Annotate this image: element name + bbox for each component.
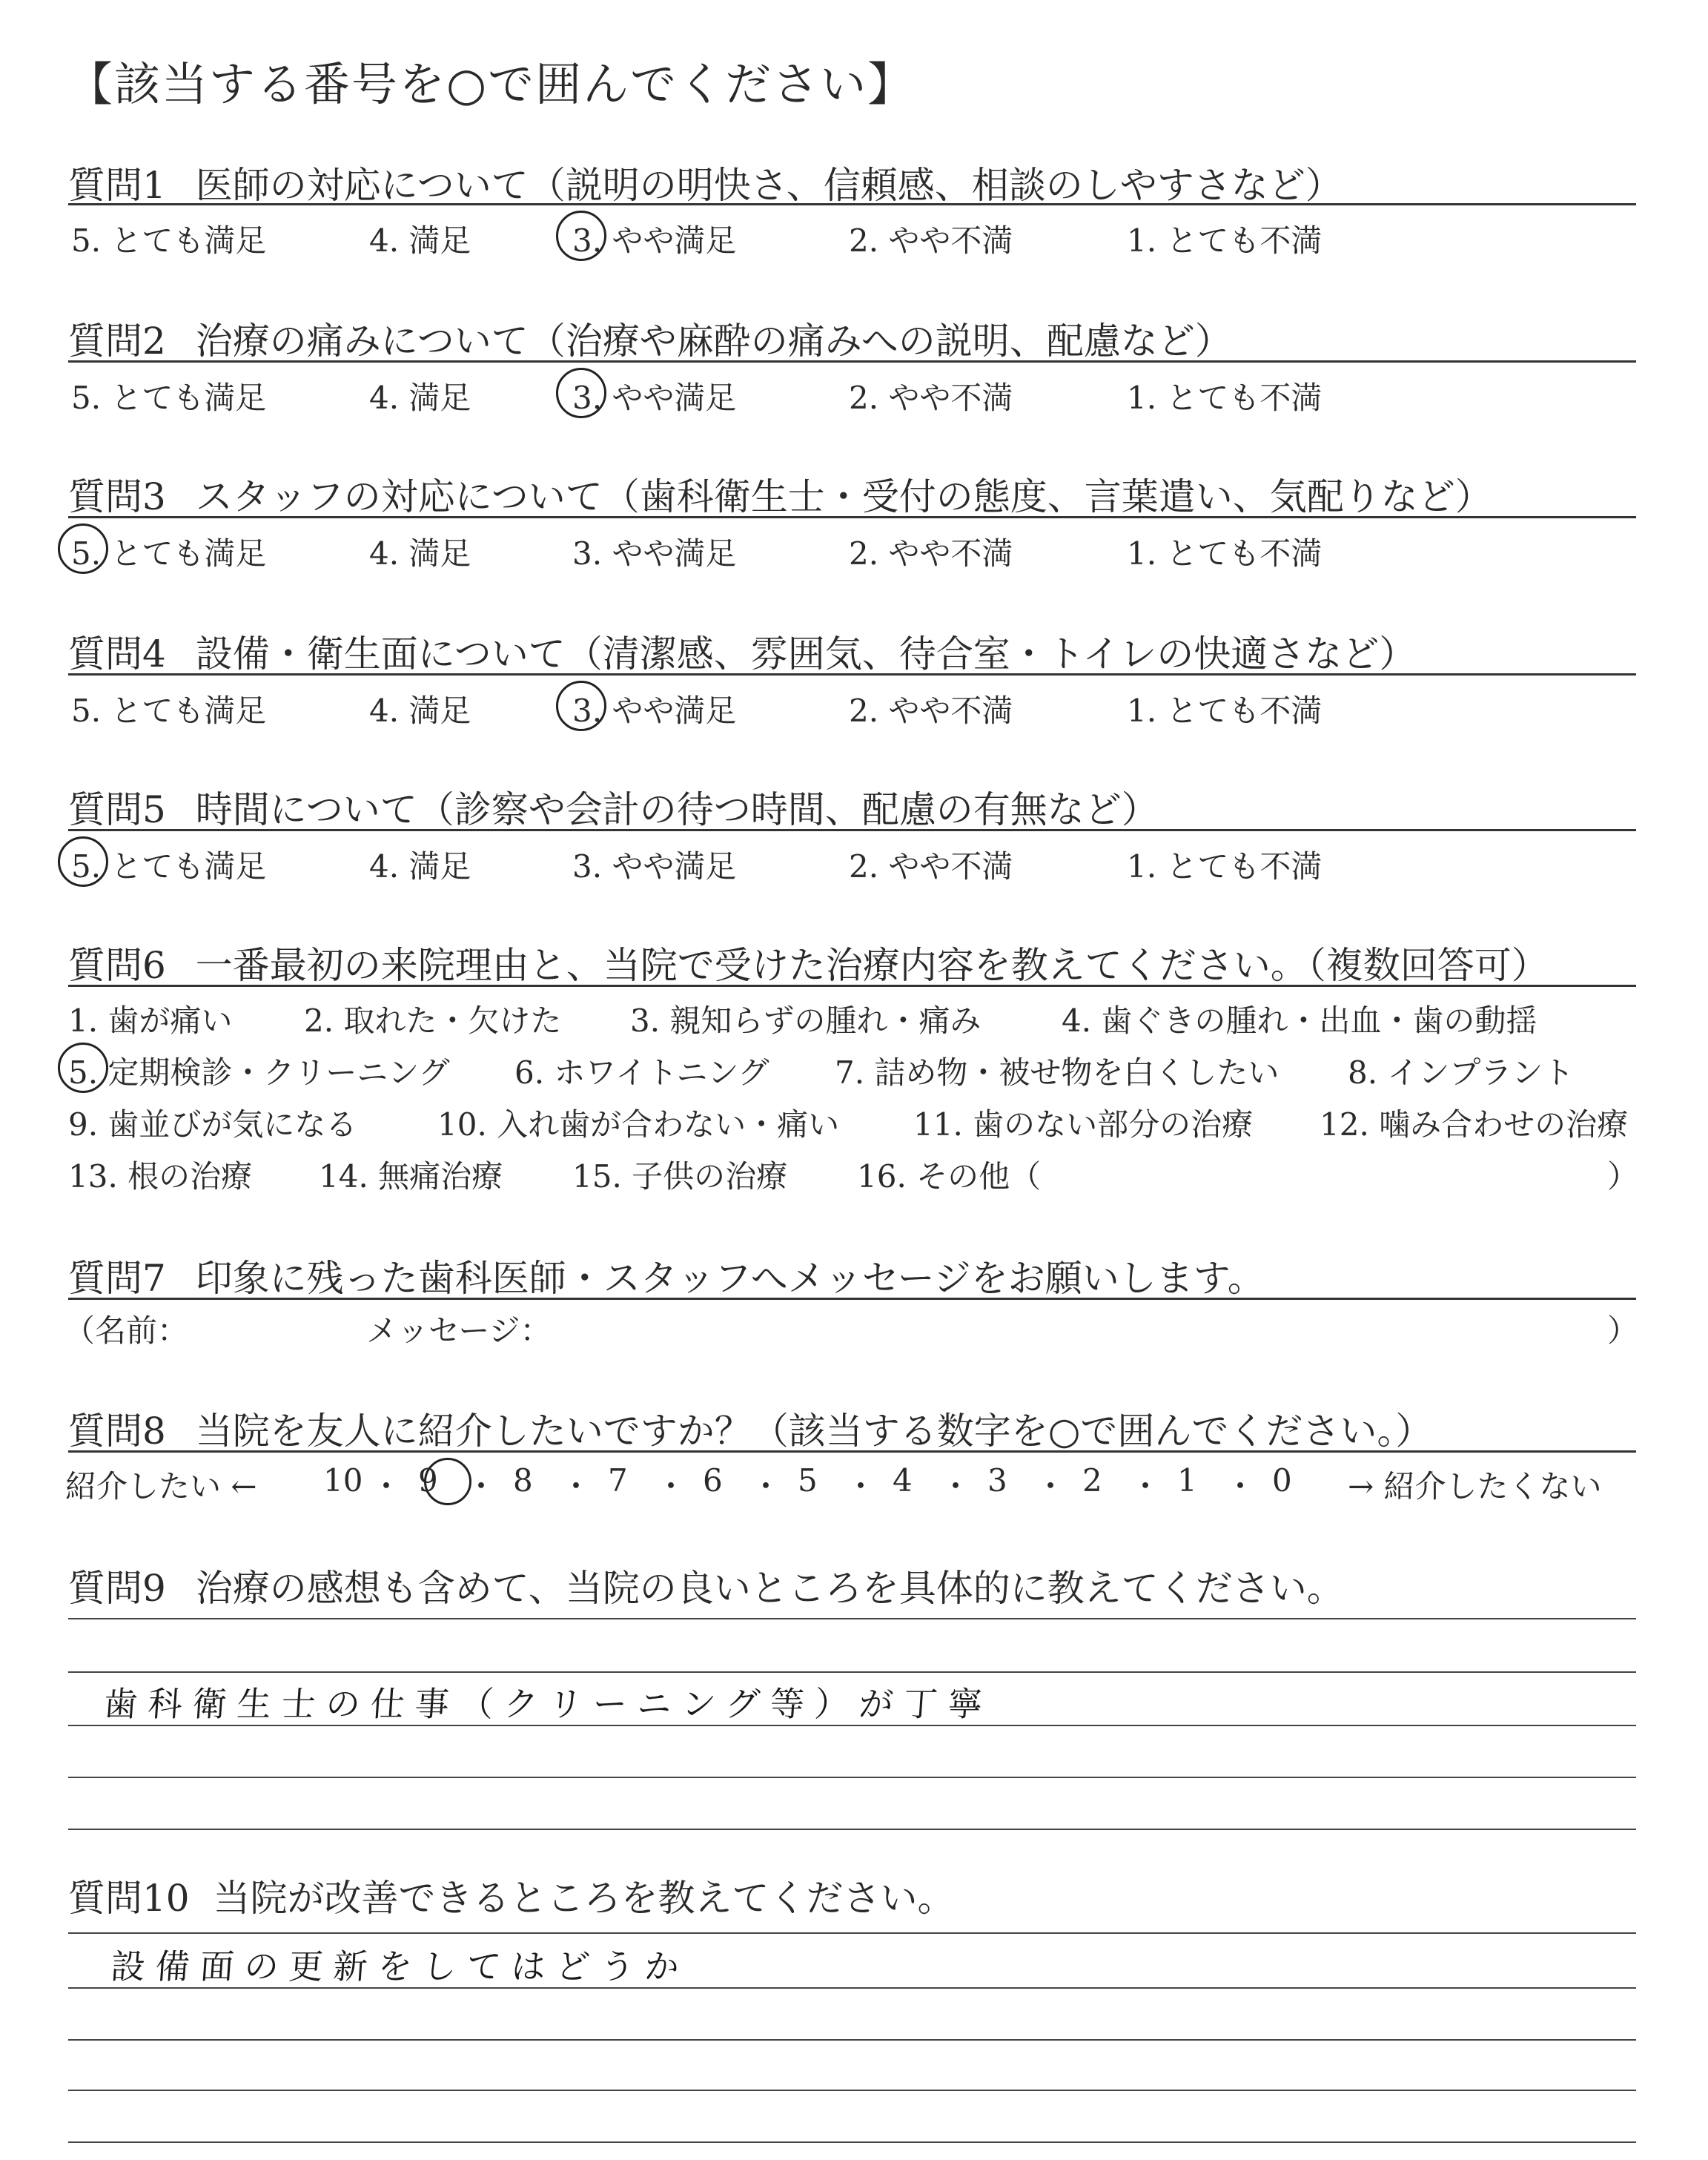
question-label: 質問9 — [68, 1567, 166, 1610]
q4-option-4[interactable]: 4. 満足 — [369, 693, 471, 729]
divider — [68, 985, 1636, 987]
q6-option-13[interactable]: 13. 根の治療 — [68, 1158, 253, 1195]
q4-option-3[interactable]: 3. やや満足 — [572, 693, 737, 729]
question-8-heading — [68, 1401, 1432, 1455]
scale-separator: ・ — [1130, 1468, 1162, 1505]
scale-separator: ・ — [466, 1468, 497, 1505]
q7-name-label: （名前： — [64, 1312, 189, 1349]
divider — [68, 203, 1636, 205]
q6-option-6[interactable]: 6. ホワイトニング — [514, 1054, 769, 1091]
question-4-heading — [68, 624, 1416, 678]
q3-option-2[interactable]: 2. やや不満 — [849, 535, 1013, 572]
answer-line — [68, 1829, 1636, 1830]
q6-option-3[interactable]: 3. 親知らずの腫れ・痛み — [630, 1003, 982, 1039]
question-text: スタッフの対応について（歯科衛生士・受付の態度、言葉遣い、気配りなど） — [195, 475, 1492, 518]
question-label: 質問1 — [68, 164, 166, 207]
selection-circle — [424, 1458, 471, 1505]
q5-option-4[interactable]: 4. 満足 — [369, 848, 471, 885]
question-label: 質問8 — [68, 1410, 166, 1453]
scale-value-7[interactable]: 7 — [608, 1462, 628, 1499]
question-label: 質問3 — [68, 475, 166, 518]
scale-separator: ・ — [940, 1468, 972, 1505]
question-3-heading — [68, 467, 1492, 521]
scale-separator: ・ — [560, 1468, 592, 1505]
q1-option-1[interactable]: 1. とても不満 — [1127, 222, 1323, 259]
q6-option-14[interactable]: 14. 無痛治療 — [319, 1158, 503, 1195]
q10-handwritten-answer: 設備面の更新をしてはどうか — [109, 1946, 691, 1986]
selection-circle — [58, 1043, 108, 1093]
scale-value-3[interactable]: 3 — [987, 1462, 1007, 1499]
q7-close: ） — [1607, 1312, 1639, 1349]
question-text: 一番最初の来院理由と、当院で受けた治療内容を教えてください。（複数回答可） — [195, 944, 1549, 987]
q6-option-15[interactable]: 15. 子供の治療 — [572, 1158, 788, 1195]
q5-option-5[interactable]: 5. とても満足 — [71, 848, 267, 885]
answer-line — [68, 1777, 1636, 1778]
scale-value-8[interactable]: 8 — [513, 1462, 533, 1499]
q2-option-4[interactable]: 4. 満足 — [369, 380, 471, 416]
answer-line — [68, 1671, 1636, 1673]
question-text: 時間について（診察や会計の待つ時間、配慮の有無など） — [195, 788, 1159, 831]
answer-line — [68, 2090, 1636, 2091]
q6-option-11[interactable]: 11. 歯のない部分の治療 — [913, 1106, 1254, 1143]
question-5-heading — [68, 780, 1159, 833]
question-text: 印象に残った歯科医師・スタッフへメッセージをお願いします。 — [195, 1257, 1265, 1300]
question-text: 当院が改善できるところを教えてください。 — [213, 1877, 955, 1920]
answer-line — [68, 2039, 1636, 2041]
q2-option-2[interactable]: 2. やや不満 — [849, 380, 1013, 416]
divider — [68, 673, 1636, 676]
selection-circle — [556, 368, 606, 418]
q3-option-4[interactable]: 4. 満足 — [369, 535, 471, 572]
q6-option-9[interactable]: 9. 歯並びが気になる — [68, 1106, 357, 1143]
q5-option-1[interactable]: 1. とても不満 — [1127, 848, 1323, 885]
q1-option-2[interactable]: 2. やや不満 — [849, 222, 1013, 259]
q1-option-4[interactable]: 4. 満足 — [369, 222, 471, 259]
divider — [68, 1450, 1636, 1453]
scale-separator: ・ — [750, 1468, 782, 1505]
divider — [68, 360, 1636, 363]
divider — [68, 1298, 1636, 1300]
q6-other-close: ） — [1607, 1158, 1639, 1195]
question-label: 質問7 — [68, 1257, 166, 1300]
scale-value-0[interactable]: 0 — [1272, 1462, 1292, 1499]
question-text: 設備・衛生面について（清潔感、雰囲気、待合室・トイレの快適さなど） — [195, 633, 1417, 676]
selection-circle — [58, 524, 108, 574]
question-7-heading — [68, 1249, 1265, 1302]
q5-option-3[interactable]: 3. やや満足 — [572, 848, 737, 885]
scale-value-10[interactable]: 10 — [323, 1462, 363, 1499]
question-1-heading — [68, 156, 1343, 209]
selection-circle — [556, 211, 606, 261]
divider — [68, 516, 1636, 518]
scale-separator: ・ — [845, 1468, 877, 1505]
question-2-heading — [68, 311, 1232, 365]
q5-option-2[interactable]: 2. やや不満 — [849, 848, 1013, 885]
question-label: 質問10 — [68, 1877, 190, 1920]
question-label: 質問2 — [68, 320, 166, 363]
q6-option-7[interactable]: 7. 詰め物・被せ物を白くしたい — [835, 1054, 1280, 1091]
q6-option-8[interactable]: 8. インプラント — [1348, 1054, 1575, 1091]
q8-right-label: → 紹介したくない — [1348, 1468, 1602, 1505]
scale-separator: ・ — [371, 1468, 403, 1505]
scale-separator: ・ — [1035, 1468, 1067, 1505]
answer-line — [68, 1618, 1636, 1619]
question-6-heading — [68, 936, 1549, 989]
scale-value-1[interactable]: 1 — [1177, 1462, 1197, 1499]
question-text: 医師の対応について（説明の明快さ、信頼感、相談のしやすさなど） — [195, 164, 1343, 207]
q6-option-16[interactable]: 16. その他（ — [857, 1158, 1042, 1195]
scale-value-6[interactable]: 6 — [703, 1462, 723, 1499]
q2-option-3[interactable]: 3. やや満足 — [572, 380, 737, 416]
q6-option-12[interactable]: 12. 噛み合わせの治療 — [1320, 1106, 1629, 1143]
q1-option-3[interactable]: 3. やや満足 — [572, 222, 737, 259]
scale-value-5[interactable]: 5 — [798, 1462, 818, 1499]
selection-circle — [58, 836, 108, 887]
q4-option-1[interactable]: 1. とても不満 — [1127, 693, 1323, 729]
question-label: 質問5 — [68, 788, 166, 831]
question-text: 当院を友人に紹介したいですか？（該当する数字を○で囲んでください。） — [195, 1410, 1433, 1453]
scale-value-9[interactable]: 9 — [418, 1462, 438, 1499]
q4-option-5[interactable]: 5. とても満足 — [71, 693, 267, 729]
q4-option-2[interactable]: 2. やや不満 — [849, 693, 1013, 729]
q8-left-label: 紹介したい ← — [65, 1468, 257, 1505]
q6-option-2[interactable]: 2. 取れた・欠けた — [304, 1003, 562, 1039]
scale-separator: ・ — [1225, 1468, 1257, 1505]
q7-message-label: メッセージ： — [366, 1312, 552, 1349]
q2-option-5[interactable]: 5. とても満足 — [71, 380, 267, 416]
scale-separator: ・ — [655, 1468, 687, 1505]
q2-option-1[interactable]: 1. とても不満 — [1127, 380, 1323, 416]
question-label: 質問6 — [68, 944, 166, 987]
form-title: 【該当する番号を○で囲んでください】 — [67, 57, 916, 111]
q3-option-5[interactable]: 5. とても満足 — [71, 535, 267, 572]
question-text: 治療の痛みについて（治療や麻酔の痛みへの説明、配慮など） — [195, 320, 1232, 363]
q3-option-1[interactable]: 1. とても不満 — [1127, 535, 1323, 572]
answer-line — [68, 2141, 1636, 2143]
q1-option-5[interactable]: 5. とても満足 — [71, 222, 267, 259]
question-9-heading — [68, 1559, 1344, 1612]
q6-option-10[interactable]: 10. 入れ歯が合わない・痛い — [437, 1106, 840, 1143]
divider — [68, 829, 1636, 831]
selection-circle — [556, 681, 606, 731]
scale-value-2[interactable]: 2 — [1082, 1462, 1102, 1499]
q9-handwritten-answer: 歯科衛生士の仕事（クリーニング等）が丁寧 — [102, 1684, 994, 1724]
q6-option-4[interactable]: 4. 歯ぐきの腫れ・出血・歯の動揺 — [1062, 1003, 1537, 1039]
q3-option-3[interactable]: 3. やや満足 — [572, 535, 737, 572]
question-label: 質問4 — [68, 633, 166, 676]
scale-value-4[interactable]: 4 — [893, 1462, 913, 1499]
q6-option-1[interactable]: 1. 歯が痛い — [68, 1003, 233, 1039]
question-10-heading — [68, 1869, 955, 1922]
answer-line — [68, 1932, 1636, 1934]
question-text: 治療の感想も含めて、当院の良いところを具体的に教えてください。 — [195, 1567, 1344, 1610]
q6-option-5[interactable]: 5. 定期検診・クリーニング — [68, 1054, 450, 1091]
